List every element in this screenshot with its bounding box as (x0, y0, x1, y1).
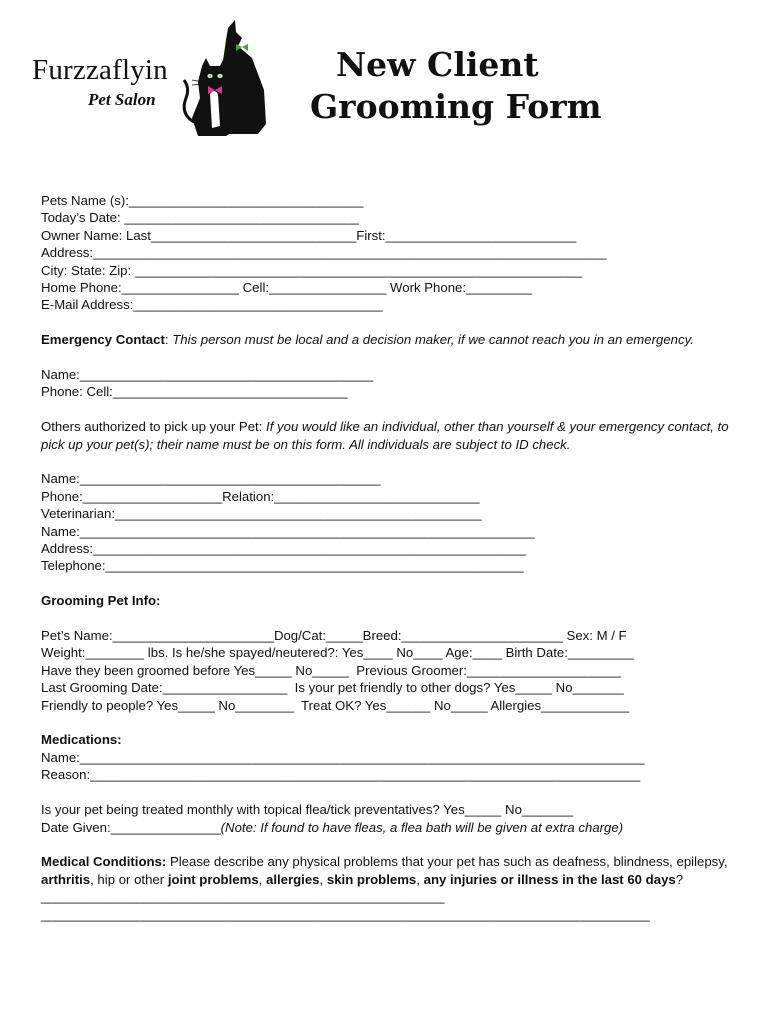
pet-name-breed-field[interactable]: Pet’s Name:______________________Dog/Cat:_____Breed:______________________ Sex: M / F (41, 628, 627, 644)
cat-logo-icon (180, 18, 270, 140)
emergency-contact-note: This person must be local and a decision maker, if we cannot reach you in an emergency. (172, 332, 694, 348)
emergency-contact-label: Emergency Contact (41, 332, 165, 348)
authorized-phone-relation-field[interactable]: Phone:___________________Relation:____________________________ (41, 488, 480, 504)
grooming-form (41, 192, 741, 923)
emergency-name-field[interactable]: Name:________________________________________ (41, 367, 374, 383)
joint-problems-term: joint problems (167, 871, 259, 887)
separator: , (416, 871, 424, 887)
brand-subtitle: Pet Salon (88, 90, 156, 109)
medical-text: , hip or other (90, 871, 168, 887)
city-state-zip-field[interactable]: City: State: Zip: _____________________________________________________________ (41, 262, 583, 278)
medical-blank: ? _______________________________________________________ (41, 871, 684, 905)
groomed-before-field[interactable]: Have they been groomed before Yes_____ No_____ Previous Groomer:_____________________ (41, 662, 621, 678)
vet-telephone-field[interactable]: Telephone:_________________________________________________________ (41, 558, 524, 574)
veterinarian-field[interactable]: Veterinarian:__________________________________________________ (41, 506, 482, 522)
flea-note: (Note: If found to have fleas, a flea bath will be given at extra charge) (220, 819, 624, 835)
title-line-1: New Client (336, 45, 539, 84)
form-title (310, 44, 602, 128)
title-line-2: Grooming Form (310, 87, 602, 126)
vet-address-field[interactable]: Address:___________________________________________________________ (41, 541, 526, 557)
pets-name-field[interactable]: Pets Name (s):________________________________ (41, 193, 364, 208)
medical-conditions-label: Medical Conditions: (41, 854, 167, 870)
authorized-pickup-heading (41, 418, 741, 453)
owner-name-field[interactable]: Owner Name: Last____________________________First:__________________________ (41, 227, 577, 243)
last-grooming-field[interactable]: Last Grooming Date:_________________ Is your pet friendly to other dogs? Yes_____ No_______ (41, 680, 624, 696)
separator: , (319, 871, 327, 887)
medications-label: Medications: (41, 732, 122, 748)
authorized-pickup-label: Others authorized to pick up your Pet: (41, 419, 263, 435)
medical-extra-line[interactable]: ___________________________________________________________________________________ (41, 906, 650, 922)
flea-treatment-field[interactable]: Is your pet being treated monthly with topical flea/tick preventatives? Yes_____ No_______ (41, 802, 574, 818)
todays-date-field[interactable]: Today’s Date: ________________________________ (41, 210, 360, 226)
allergies-term: allergies (266, 871, 320, 887)
weight-age-field[interactable]: Weight:________ lbs. Is he/she spayed/neutered?: Yes____ No____ Age:____ Birth Date:_________ (41, 645, 634, 661)
medical-text: Please describe any physical problems that your pet has such as deafness, blindness, epilepsy, (166, 854, 728, 870)
vet-name-field[interactable]: Name:______________________________________________________________ (41, 523, 535, 539)
phone-fields[interactable]: Home Phone:________________ Cell:________________ Work Phone:_________ (41, 280, 533, 296)
brand-name: Furzzaflyin (32, 54, 168, 86)
authorized-name-field[interactable]: Name:_________________________________________ (41, 471, 381, 487)
emergency-phone-field[interactable]: Phone: Cell:________________________________ (41, 384, 348, 400)
flea-date-row (41, 819, 741, 836)
arthritis-term: arthritis (41, 871, 91, 887)
separator: , (258, 871, 266, 887)
emergency-contact-heading: Emergency Contact: This person must be local and a decision maker, if we cannot reach you in an emergency. (41, 332, 694, 348)
grooming-info-label: Grooming Pet Info: (41, 593, 161, 609)
injuries-term: any injuries or illness in the last 60 days (423, 871, 676, 887)
medical-conditions-field[interactable] (41, 853, 741, 905)
email-field[interactable]: E-Mail Address:__________________________________ (41, 297, 383, 313)
authorized-pickup-note: If you would like an individual, other than yourself & your emergency contact, to pick up your pet(s); their name must be on this form. All individuals are subject to ID check. (41, 419, 729, 452)
skin-problems-term: skin problems (326, 871, 417, 887)
medication-reason-field[interactable]: Reason:___________________________________________________________________________ (41, 767, 641, 783)
friendly-treat-field[interactable]: Friendly to people? Yes_____ No________ Treat OK? Yes______ No_____ Allergies____________ (41, 697, 630, 713)
medications-heading (41, 731, 741, 748)
grooming-info-heading (41, 592, 741, 609)
address-field[interactable]: Address:______________________________________________________________________ (41, 245, 607, 261)
salon-logo (28, 18, 278, 143)
medication-name-field[interactable]: Name:_____________________________________________________________________________ (41, 749, 645, 765)
flea-date-field[interactable]: Date Given:_______________ (41, 819, 221, 835)
